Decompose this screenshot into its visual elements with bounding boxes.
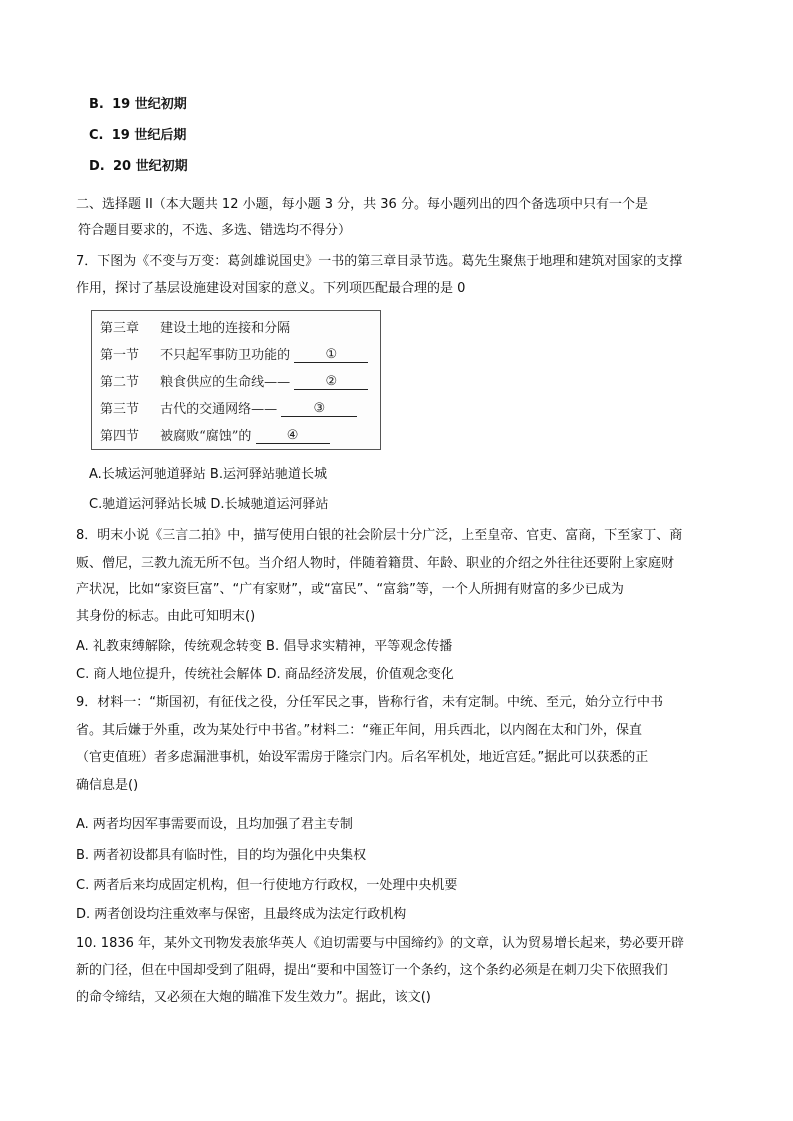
toc-blank: ② (294, 374, 368, 390)
option-text: 19 世纪初期 (112, 97, 187, 112)
q9-option-b: B. 两者初设都具有临时性，目的均为强化中央集权 (76, 848, 367, 863)
q7-stem: 7．下图为《不变与万变：葛剑雄说国史》一书的第三章目录节选。葛先生聚焦于地理和建筑对国家的支撑 (76, 254, 683, 269)
q8-stem-cont: 贩、僧尼，三教九流无所不包。当介绍人物时，伴随着籍贯、年龄、职业的介绍之外往往还要附上家庭财 (76, 556, 675, 571)
q8-stem: 8．明末小说《三言二拍》中，描写使用白银的社会阶层十分广泛，上至皇帝、官吏、富商，下至家丁、商 (76, 528, 683, 543)
option-d (89, 158, 188, 176)
q10-stem-cont: 的命令缔结，又必须在大炮的瞄准下发生效力”。据此，该文() (76, 990, 431, 1005)
toc-row (100, 371, 368, 390)
option-text: 19 世纪后期 (111, 128, 187, 143)
toc-section-title: 被腐败“腐蚀”的 (160, 429, 252, 444)
q9-stem: 9．材料一：“斯国初，有征伐之役，分任军民之事，皆称行省，未有定制。中统、至元，始分立行中书 (76, 695, 664, 710)
toc-row (100, 425, 330, 444)
q8-options-cont: C. 商人地位提升，传统社会解体 D. 商品经济发展，价值观念变化 (76, 667, 454, 682)
toc-section-num: 第二节 (100, 375, 140, 390)
option-letter: C. (89, 128, 104, 143)
toc-blank: ① (294, 347, 368, 363)
q7-options: A.长城运河驰道驿站 B.运河驿站驰道长城 (89, 467, 327, 482)
option-text: 20 世纪初期 (113, 159, 188, 174)
toc-chapter-num: 第三章 (100, 321, 140, 336)
toc-row (100, 398, 357, 417)
q9-option-a: A. 两者均因军事需要而设，且均加强了君主专制 (76, 817, 353, 832)
section-heading-cont: 符合题目要求的，不选、多选、错选均不得分） (78, 223, 352, 238)
q7-options-cont: C.驰道运河驿站长城 D.长城驰道运河驿站 (89, 497, 329, 512)
q8-stem-cont: 产状况，比如“家资巨富”、“广有家财”，或“富民”、“富翁”等，一个人所拥有财富的多少已成为 (76, 582, 624, 597)
q10-stem: 10. 1836 年，某外文刊物发表旅华英人《迫切需要与中国缔约》的文章，认为贸易增长起来，势必要开辟 (76, 936, 685, 951)
q9-stem-cont: （官吏值班）者多虑漏泄事机，始设军需房于隆宗门内。后名军机处，地近宫廷。”据此可以获悉的正 (76, 750, 649, 765)
toc-row (100, 344, 368, 363)
q8-stem-cont: 其身份的标志。由此可知明末() (76, 609, 256, 624)
toc-section-title: 不只起军事防卫功能的 (160, 348, 291, 363)
q9-stem-cont: 确信息是() (76, 778, 139, 793)
toc-blank: ④ (256, 428, 330, 444)
option-b (89, 96, 187, 114)
toc-chapter-title: 建设土地的连接和分隔 (160, 321, 291, 336)
toc-section-title: 粮食供应的生命线—— (160, 375, 291, 390)
toc-row (100, 317, 290, 336)
option-letter: B. (89, 97, 104, 112)
option-c (89, 127, 186, 145)
section-heading: 二、选择题 II（本大题共 12 小题，每小题 3 分，共 36 分。每小题列出的四个备选项中只有一个是 (76, 197, 648, 212)
q7-stem-cont: 作用，探讨了基层设施建设对国家的意义。下列项匹配最合理的是 0 (76, 281, 466, 296)
q9-option-c: C. 两者后来均成固定机构，但一行使地方行政权，一处理中央机要 (76, 878, 458, 893)
toc-section-num: 第四节 (100, 429, 140, 444)
toc-section-num: 第一节 (100, 348, 140, 363)
toc-table (91, 310, 381, 450)
q9-option-d: D. 两者创设均注重效率与保密，且最终成为法定行政机构 (76, 907, 407, 922)
toc-blank: ③ (281, 401, 357, 417)
q8-options: A. 礼教束缚解除，传统观念转变 B. 倡导求实精神，平等观念传播 (76, 639, 453, 654)
q9-stem-cont: 省。其后嫌于外重，改为某处行中书省。”材料二：“雍正年间，用兵西北，以内阁在太和门外，保直 (76, 723, 642, 738)
toc-section-num: 第三节 (100, 402, 140, 417)
q10-stem-cont: 新的门径，但在中国却受到了阻碍，提出“要和中国签订一个条约，这个条约必须是在刺刀尖下依照我们 (76, 963, 668, 978)
toc-section-title: 古代的交通网络—— (160, 402, 278, 417)
option-letter: D. (89, 159, 105, 174)
